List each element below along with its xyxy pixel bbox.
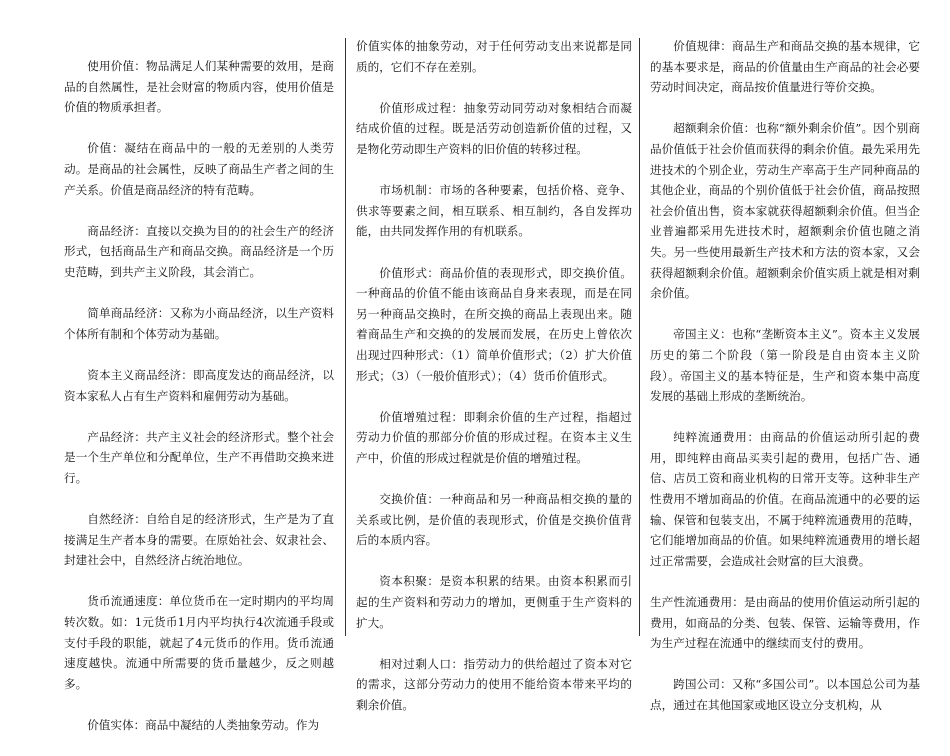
paragraph: 价值实体的抽象劳动，对于任何劳动支出来说都是同质的，它们不存在差别。 (356, 39, 632, 74)
paragraph: 价值实体：商品中凝结的人类抽象劳动。作为 (87, 718, 320, 732)
paragraph: 价值：凝结在商品中的一般的无差别的人类劳动。是商品的社会属性，反映了商品生产者之间的生产关系。价值是商品经济的特有范畴。 (64, 141, 334, 197)
paragraph: 自然经济：自给自足的经济形式，生产是为了直接满足生产者本身的需要。在原始社会、奴隶社会、封建社会中，自然经济占统治地位。 (64, 512, 334, 568)
paragraph: 纯粹流通费用：由商品的价值运动所引起的费用，即纯粹由商品买卖引起的费用，包括广告、通信、店员工资和商业机构的日常开支等。这种非生产性费用不增加商品的价值。在商品流通中的必要的运输、保管和包装支出，不属于纯粹流通费用的范畴，它们能增加商品的价值。如果纯粹流通费用的增长超过正常需要，会造成社会财富的巨大浪费。 (650, 430, 920, 568)
paragraph: 商品经济：直接以交换为目的的社会生产的经济形式，包括商品生产和商品交换。商品经济是一个历史范畴，到共产主义阶段，其会消亡。 (64, 223, 334, 279)
paragraph: 市场机制：市场的各种要素，包括价格、竞争、供求等要素之间，相互联系、相互制约，各自发挥功能，由共同发挥作用的有机联系。 (356, 183, 632, 239)
paragraph: 资本积聚：是资本积累的结果。由资本积累而引起的生产资料和劳动力的增加，更侧重于生产资料的扩大。 (356, 574, 632, 630)
paragraph: 产品经济：共产主义社会的经济形式。整个社会是一个生产单位和分配单位，生产不再借助交换来进行。 (64, 429, 334, 485)
paragraph: 价值规律：商品生产和商品交换的基本规律，它的基本要求是，商品的价值量由生产商品的社会必要劳动时间决定，商品按价值量进行等价交换。 (650, 39, 920, 95)
paragraph: 货币流通速度：单位货币在一定时期内的平均周转次数。如：1元货币1月内平均执行4次流通手段或支付手段的职能，就起了4元货币的作用。货币流通速度越快。流通中所需要的货币量越少，反之则越多。 (64, 594, 334, 691)
paragraph: 生产性流通费用：是由商品的使用价值运动所引起的费用，如商品的分类、包装、保管、运输等费用，作为生产过程在流通中的继续而支付的费用。 (650, 595, 920, 651)
paragraph: 使用价值：物品满足人们某种需要的效用，是商品的自然属性，是社会财富的物质内容，使用价值是价值的物质承担者。 (64, 59, 334, 115)
paragraph: 价值形成过程：抽象劳动同劳动对象相结合而凝结成价值的过程。既是活劳动创造新价值的过程，又是物化劳动即生产资料的旧价值的转移过程。 (356, 100, 632, 156)
paragraph: 跨国公司：又称“多国公司”。以本国总公司为基点，通过在其他国家或地区设立分支机构，从 (650, 677, 920, 712)
column-divider (345, 38, 346, 636)
paragraph: 价值增殖过程：即剩余价值的生产过程，指超过劳动力价值的那部分价值的形成过程。在资本主义生产中，价值的形成过程就是价值的增殖过程。 (356, 409, 632, 465)
paragraph: 交换价值：一种商品和另一种商品相交换的量的关系或比例，是价值的表现形式，价值是交换价值背后的本质内容。 (356, 492, 632, 548)
column-divider (639, 38, 640, 636)
paragraph: 简单商品经济：又称为小商品经济，以生产资料个体所有制和个体劳动为基础。 (64, 306, 334, 341)
paragraph: 相对过剩人口：指劳动力的供给超过了资本对它的需求，这部分劳动力的使用不能给资本带来平均的剩余价值。 (356, 656, 632, 712)
column-1 (64, 56, 334, 756)
column-2 (356, 36, 632, 736)
paragraph: 价值形式：商品价值的表现形式，即交换价值。一种商品的价值不能由该商品自身来表现，而是在同另一种商品交换时，在所交换的商品上表现出来。随着商品生产和交换的的发展而发展，在历史上曾依次出现过四种形式：（1）简单价值形式；（2）扩大价值形式；（3）（一般价值形式）；（4）货币价值形式。 (356, 265, 632, 383)
paragraph: 超额剩余价值：也称“额外剩余价值”。因个别商品价值低于社会价值而获得的剩余价值。最先采用先进技术的个别企业，劳动生产率高于生产同种商品的其他企业，商品的个别价值低于社会价值，商品按照社会价值出售，资本家就获得超额剩余价值。但当企业普遍都采用先进技术时，超额剩余价值也随之消失。另一些使用最新生产技术和方法的资本家，又会获得超额剩余价值。超额剩余价值实质上就是相对剩余价值。 (650, 121, 920, 301)
paragraph: 资本主义商品经济：即高度发达的商品经济，以资本家私人占有生产资料和雇佣劳动为基础。 (64, 367, 334, 403)
paragraph: 帝国主义：也称“垄断资本主义”。资本主义发展历史的第二个阶段（第一阶段是自由资本主义阶段）。帝国主义的基本特征是，生产和资本集中高度发展的基础上形成的垄断统治。 (650, 327, 920, 404)
column-3 (650, 36, 920, 736)
